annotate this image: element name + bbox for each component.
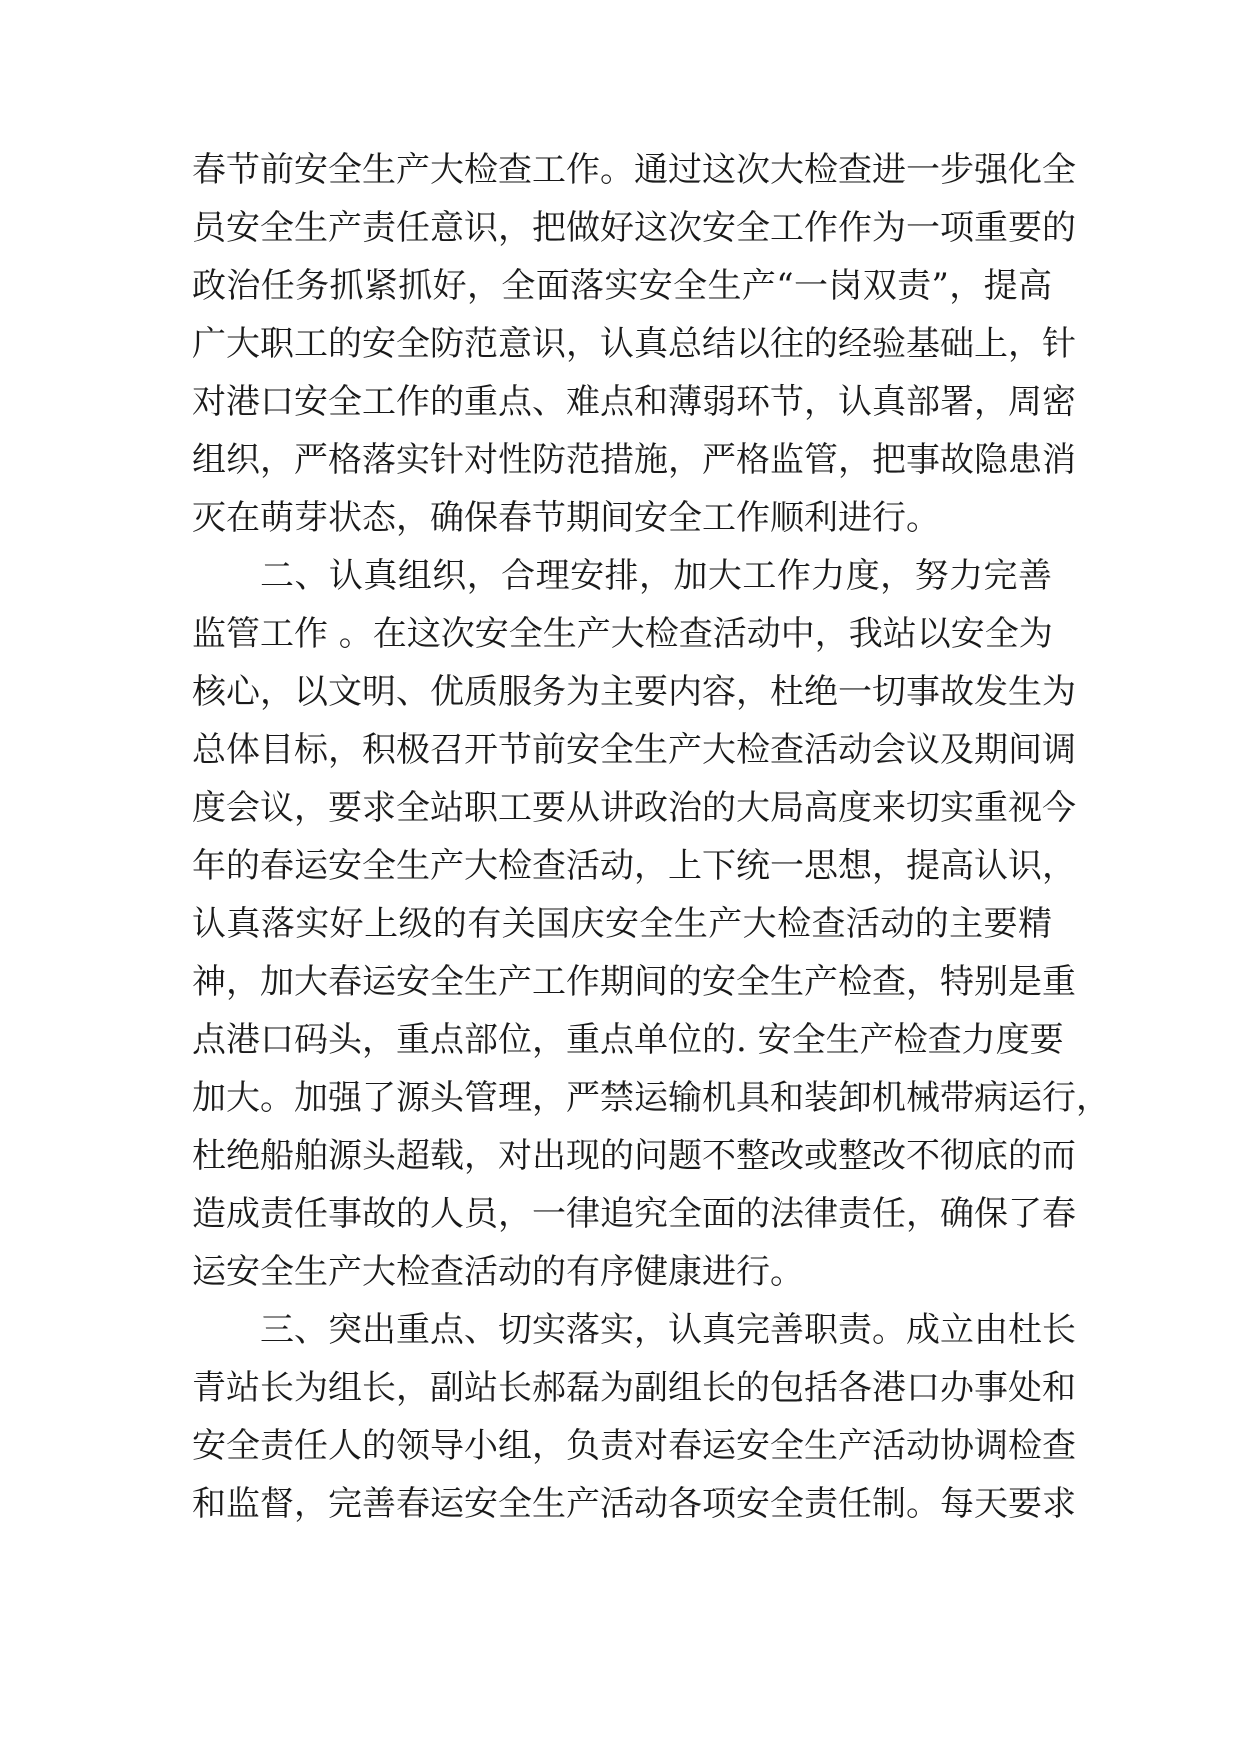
- paragraph-1-line-4: 广大职工的安全防范意识，认真总结以往的经验基础上，针: [192, 324, 1076, 364]
- paragraph-2-line-10: 加大。加强了源头管理，严禁运输机具和装卸机械带病运行，: [192, 1078, 1110, 1118]
- paragraph-2-line-11: 杜绝船舶源头超载，对出现的问题不整改或整改不彻底的而: [192, 1136, 1076, 1176]
- paragraph-3-line-2: 青站长为组长，副站长郝磊为副组长的包括各港口办事处和: [192, 1368, 1076, 1408]
- paragraph-2-line-13: 运安全生产大检查活动的有序健康进行。: [192, 1252, 804, 1292]
- paragraph-2-line-3: 核心，以文明、优质服务为主要内容，杜绝一切事故发生为: [192, 672, 1076, 712]
- paragraph-2-line-4: 总体目标，积极召开节前安全生产大检查活动会议及期间调: [192, 730, 1076, 770]
- paragraph-1-line-3: 政治任务抓紧抓好，全面落实安全生产“一岗双责”，提高: [192, 266, 1052, 306]
- paragraph-1-line-7: 灭在萌芽状态，确保春节期间安全工作顺利进行。: [192, 498, 940, 538]
- paragraph-2-line-9: 点港口码头，重点部位，重点单位的. 安全生产检查力度要: [192, 1020, 1064, 1060]
- paragraph-1-line-2: 员安全生产责任意识，把做好这次安全工作作为一项重要的: [192, 208, 1076, 248]
- paragraph-3-line-3: 安全责任人的领导小组，负责对春运安全生产活动协调检查: [192, 1426, 1076, 1466]
- paragraph-2-line-8: 神，加大春运安全生产工作期间的安全生产检查，特别是重: [192, 962, 1076, 1002]
- paragraph-2-line-1: 二、认真组织，合理安排，加大工作力度，努力完善: [260, 556, 1052, 596]
- paragraph-2-line-12: 造成责任事故的人员，一律追究全面的法律责任，确保了春: [192, 1194, 1076, 1234]
- paragraph-3-line-4: 和监督，完善春运安全生产活动各项安全责任制。每天要求: [192, 1484, 1076, 1524]
- paragraph-2-line-2: 监管工作 。在这次安全生产大检查活动中，我站以安全为: [192, 614, 1053, 654]
- paragraph-1-line-6: 组织，严格落实针对性防范措施，严格监管，把事故隐患消: [192, 440, 1076, 480]
- paragraph-2-line-7: 认真落实好上级的有关国庆安全生产大检查活动的主要精: [192, 904, 1052, 944]
- paragraph-2-line-6: 年的春运安全生产大检查活动，上下统一思想，提高认识，: [192, 846, 1076, 886]
- paragraph-3-line-1: 三、突出重点、切实落实，认真完善职责。成立由杜长: [260, 1310, 1076, 1350]
- paragraph-1-line-5: 对港口安全工作的重点、难点和薄弱环节，认真部署，周密: [192, 382, 1076, 422]
- paragraph-1-line-1: 春节前安全生产大检查工作。通过这次大检查进一步强化全: [192, 150, 1076, 190]
- paragraph-2-line-5: 度会议，要求全站职工要从讲政治的大局高度来切实重视今: [192, 788, 1076, 828]
